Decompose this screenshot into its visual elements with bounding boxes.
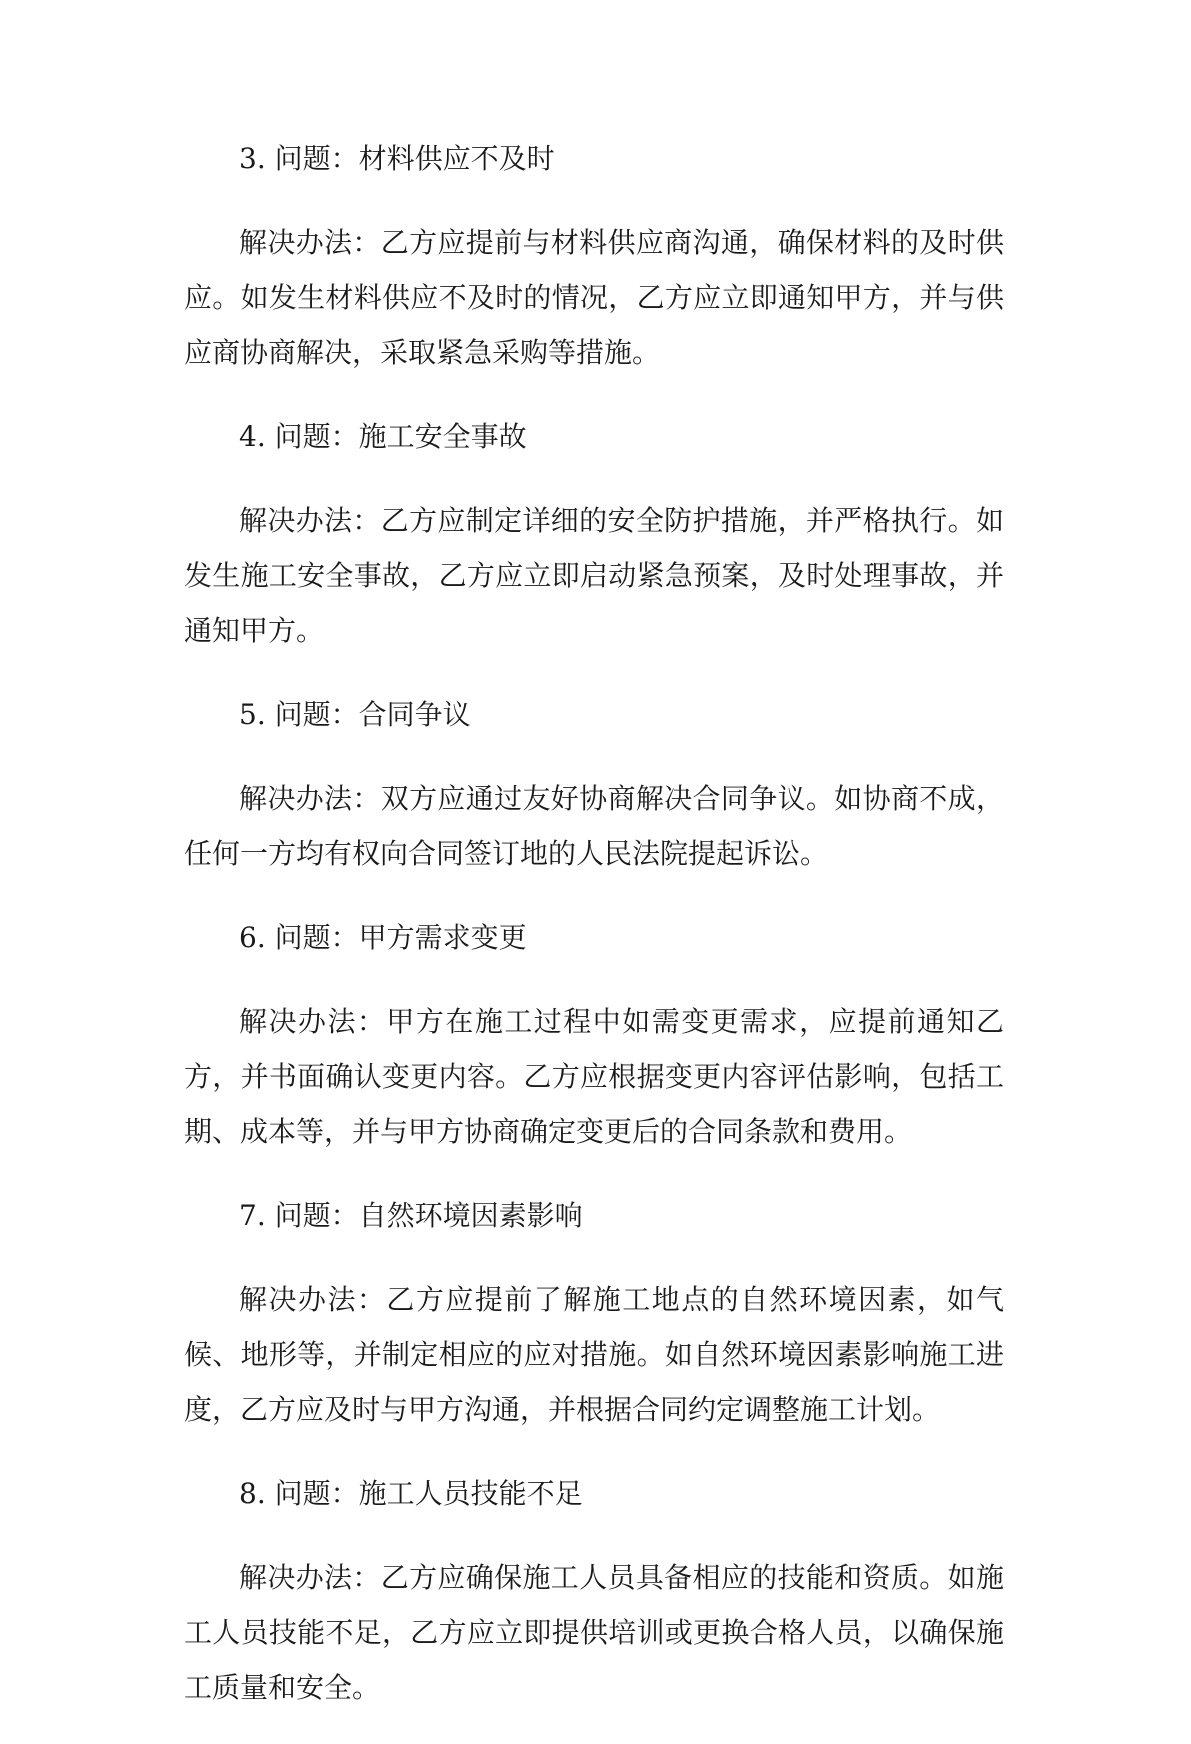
issue-item	[184, 131, 1004, 380]
issue-solution: 解决办法：双方应通过友好协商解决合同争议。如协商不成，任何一方均有权向合同签订地的人民法院提起诉讼。	[184, 782, 1004, 870]
issue-heading: 8. 问题：施工人员技能不足	[239, 1477, 583, 1510]
issue-heading: 5. 问题：合同争议	[239, 698, 471, 731]
issue-heading: 6. 问题：甲方需求变更	[239, 921, 527, 954]
issue-item	[184, 910, 1004, 1159]
issue-solution: 解决办法：甲方在施工过程中如需变更需求，应提前通知乙方，并书面确认变更内容。乙方应根据变更内容评估影响，包括工期、成本等，并与甲方协商确定变更后的合同条款和费用。	[184, 1005, 1004, 1148]
document-body	[184, 131, 1004, 1744]
issue-heading: 4. 问题：施工安全事故	[239, 420, 527, 453]
issue-solution: 解决办法：乙方应制定详细的安全防护措施，并严格执行。如发生施工安全事故，乙方应立即启动紧急预案，及时处理事故，并通知甲方。	[184, 504, 1004, 647]
issue-heading: 7. 问题：自然环境因素影响	[239, 1199, 583, 1232]
issue-item	[184, 687, 1004, 881]
issue-item	[184, 1466, 1004, 1715]
issue-solution: 解决办法：乙方应提前与材料供应商沟通，确保材料的及时供应。如发生材料供应不及时的情况，乙方应立即通知甲方，并与供应商协商解决，采取紧急采购等措施。	[184, 226, 1004, 369]
issue-heading: 3. 问题：材料供应不及时	[239, 142, 555, 175]
issue-item	[184, 1188, 1004, 1437]
issue-item	[184, 409, 1004, 658]
issue-solution: 解决办法：乙方应提前了解施工地点的自然环境因素，如气候、地形等，并制定相应的应对措施。如自然环境因素影响施工进度，乙方应及时与甲方沟通，并根据合同约定调整施工计划。	[184, 1283, 1004, 1426]
issue-solution: 解决办法：乙方应确保施工人员具备相应的技能和资质。如施工人员技能不足，乙方应立即提供培训或更换合格人员，以确保施工质量和安全。	[184, 1561, 1004, 1704]
